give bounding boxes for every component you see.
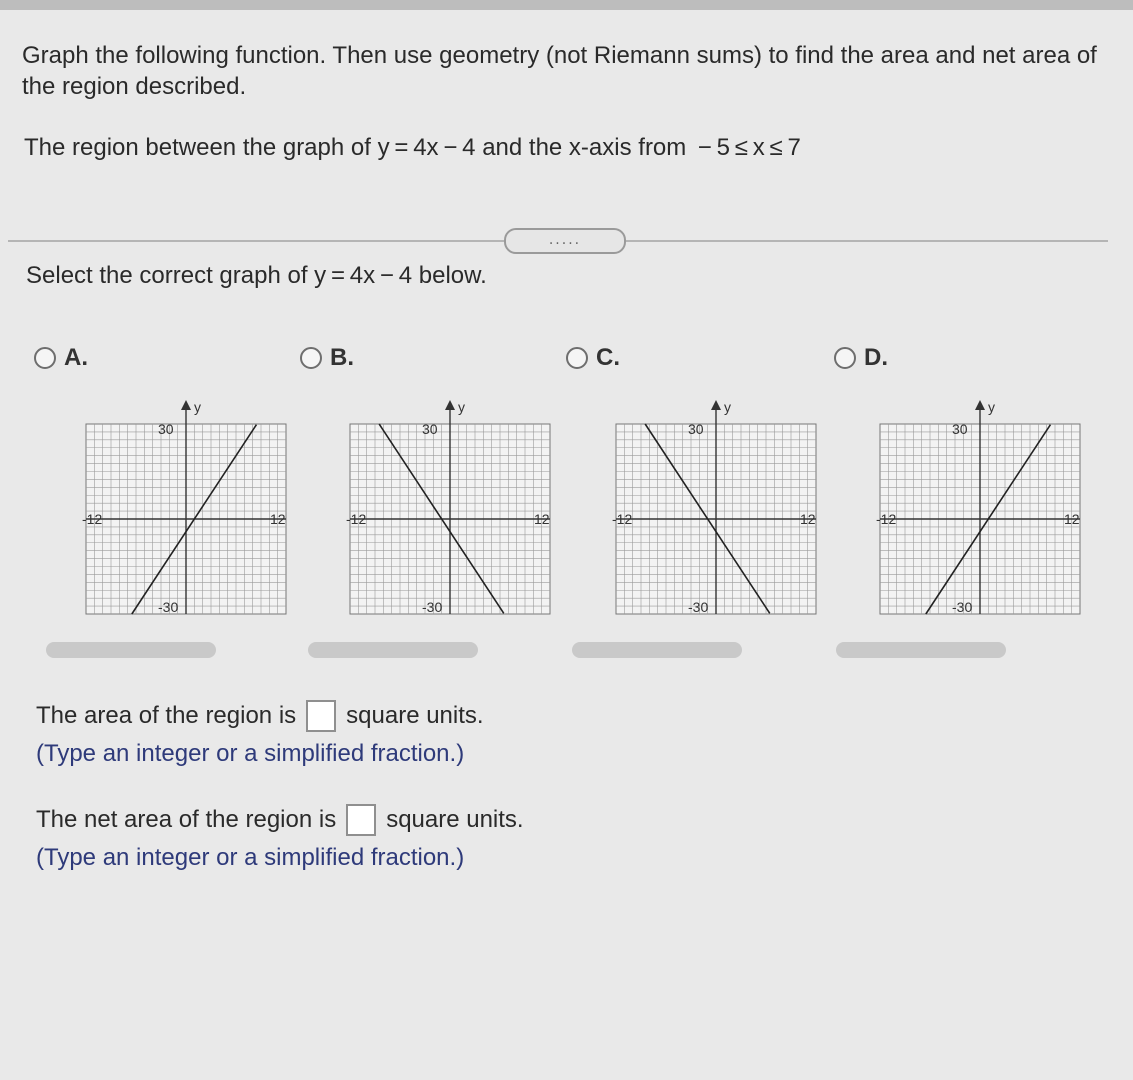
net-area-prefix: The net area of the region is [36,806,337,833]
graph-c[interactable] [606,390,826,620]
y-min-label: -30 [688,599,709,615]
region-description: The region between the graph of y = 4x − 4 and the x-axis from − 5 ≤ x ≤ 7 [24,134,801,161]
option-b[interactable] [300,342,354,374]
option-c-label: C. [596,344,620,371]
y-min-label: -30 [952,599,973,615]
graph-b[interactable] [340,390,560,620]
area-suffix: square units. [346,702,484,729]
x-min-label: -12 [876,511,897,527]
area-input[interactable] [306,700,336,732]
x-min-label: -12 [82,511,103,527]
y-max-label: 30 [688,421,704,437]
y-min-label: -30 [158,599,179,615]
y-axis-label: y [458,399,465,415]
graph-svg [606,390,826,620]
y-axis-arrow [975,400,985,410]
question-text: Graph the following function. Then use geometry (not Riemann sums) to find the area and net area of the region described. [22,42,1097,100]
area-prefix: The area of the region is [36,702,297,729]
enlarge-graph-c-button[interactable] [572,642,742,658]
x-max-label: 12 [1064,511,1080,527]
option-a[interactable] [34,342,88,374]
x-min-label: -12 [346,511,367,527]
enlarge-graph-a-button[interactable] [46,642,216,658]
net-area-suffix: square units. [386,806,524,833]
enlarge-graph-b-button[interactable] [308,642,478,658]
graph-a[interactable] [76,390,296,620]
y-axis-label: y [724,399,731,415]
radio-button-b[interactable] [300,347,322,369]
option-d[interactable] [834,342,888,374]
y-axis-arrow [181,400,191,410]
y-axis-label: y [988,399,995,415]
y-axis-arrow [711,400,721,410]
option-d-label: D. [864,344,888,371]
x-min-label: -12 [612,511,633,527]
area-hint: (Type an integer or a simplified fraction.) [36,740,465,767]
y-min-label: -30 [422,599,443,615]
top-bar [0,0,1133,10]
radio-button-a[interactable] [34,347,56,369]
radio-button-c[interactable] [566,347,588,369]
y-max-label: 30 [422,421,438,437]
radio-button-d[interactable] [834,347,856,369]
option-c[interactable] [566,342,620,374]
option-a-label: A. [64,344,88,371]
option-b-label: B. [330,344,354,371]
y-axis-label: y [194,399,201,415]
net-area-answer-row [36,804,524,836]
graph-svg [76,390,296,620]
x-max-label: 12 [534,511,550,527]
expand-more-button[interactable]: ..... [504,228,626,254]
net-area-hint: (Type an integer or a simplified fraction.) [36,844,465,871]
y-max-label: 30 [952,421,968,437]
graph-svg [340,390,560,620]
y-axis-arrow [445,400,455,410]
x-max-label: 12 [270,511,286,527]
area-answer-row [36,700,484,732]
enlarge-graph-d-button[interactable] [836,642,1006,658]
graph-prompt: Select the correct graph of y = 4x − 4 below. [26,262,487,289]
y-max-label: 30 [158,421,174,437]
graph-svg [870,390,1090,620]
x-max-label: 12 [800,511,816,527]
net-area-input[interactable] [346,804,376,836]
graph-d[interactable] [870,390,1090,620]
